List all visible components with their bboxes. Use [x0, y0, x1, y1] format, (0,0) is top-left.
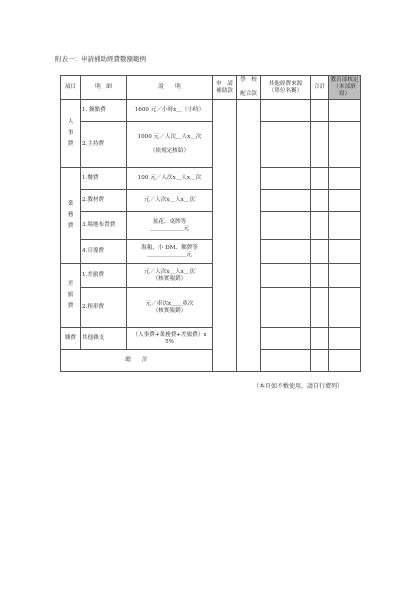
header-row [61, 76, 361, 100]
total-row [61, 350, 361, 372]
total-cell [311, 190, 329, 212]
total-cell [311, 350, 329, 372]
ministry-cell [329, 168, 361, 190]
table-row [61, 168, 361, 190]
total-cell [311, 328, 329, 350]
header-item: 項目 [61, 76, 81, 100]
total-cell [311, 122, 329, 168]
detail-cell: 其他雜支 [81, 328, 127, 350]
table-row [61, 100, 361, 122]
table-row [61, 264, 361, 288]
detail-cell: 1.餐費 [81, 168, 127, 190]
section-char: 費 [67, 222, 74, 229]
header-total: 合計 [311, 76, 329, 100]
desc-cell: 海報、小 DM、郵費等 ＿＿＿＿＿＿＿元 [127, 240, 213, 264]
desc-cell: 元／人次x＿人x＿次 [127, 190, 213, 212]
ministry-cell [329, 288, 361, 328]
section-char: 費 [67, 140, 74, 147]
other-cell [261, 240, 311, 264]
section-char: 業 [67, 201, 74, 208]
ministry-cell [329, 328, 361, 350]
header-school: 學 校 配合款 [237, 76, 261, 100]
section-travel [61, 264, 81, 328]
header-detail: 明 細 [81, 76, 127, 100]
request-column [213, 100, 237, 372]
ministry-cell [329, 350, 361, 372]
section-char: 旅 [67, 292, 74, 298]
detail-cell: 2.教材費 [81, 190, 127, 212]
table-row [61, 288, 361, 328]
budget-table [60, 75, 361, 372]
total-cell [311, 288, 329, 328]
table-row [61, 122, 361, 168]
desc-cell: 1000 元／人次＿人x＿次 （依規定核給） [127, 122, 213, 168]
other-cell [261, 328, 311, 350]
total-cell [311, 168, 329, 190]
other-cell [261, 190, 311, 212]
table-row [61, 240, 361, 264]
desc-cell: 盆花、桌牌等 ＿＿＿＿＿＿元 [127, 212, 213, 240]
header-ministry: 教育部核定 （本部填寫） [329, 76, 361, 100]
section-char: 費 [67, 302, 74, 309]
header-desc: 說 明 [127, 76, 213, 100]
detail-cell: 3.場地布置費 [81, 212, 127, 240]
desc-cell: 100 元／人次x＿人x＿次 [127, 168, 213, 190]
other-cell [261, 168, 311, 190]
section-char: 人 [67, 119, 74, 126]
total-cell [311, 100, 329, 122]
total-cell [311, 240, 329, 264]
ministry-cell [329, 100, 361, 122]
section-personnel [61, 100, 81, 168]
table-row [61, 328, 361, 350]
detail-cell: 4.宣導費 [81, 240, 127, 264]
footer-note: （本頁如不敷使用，請自行增列） [253, 383, 344, 390]
detail-cell: 2.主持費 [81, 122, 127, 168]
header-other: 其他經費來源 （單位名稱） [261, 76, 311, 100]
ministry-cell [329, 190, 361, 212]
other-cell [261, 212, 311, 240]
other-cell [261, 288, 311, 328]
header-request: 申 請 補助款 [213, 76, 237, 100]
total-cell [311, 212, 329, 240]
desc-cell: （人事費+業務費+差旅費）x 5% [127, 328, 213, 350]
section-char: 差 [67, 281, 74, 288]
total-label: 總 計 [61, 350, 213, 372]
table-row [61, 190, 361, 212]
ministry-cell [329, 212, 361, 240]
ministry-cell [329, 240, 361, 264]
section-char: 事 [67, 130, 74, 136]
other-cell [261, 264, 311, 288]
other-cell [261, 122, 311, 168]
desc-cell: 元／人次x＿人x＿次 （核實報銷） [127, 264, 213, 288]
table-row [61, 212, 361, 240]
item-misc: 雜費 [61, 328, 81, 350]
other-cell [261, 100, 311, 122]
detail-cell: 2.租車費 [81, 288, 127, 328]
total-cell [311, 264, 329, 288]
ministry-cell [329, 264, 361, 288]
detail-cell: 1. 鐘點費 [81, 100, 127, 122]
table-caption: 附表一：申請補助經費數額範例 [55, 55, 146, 63]
school-column [237, 100, 261, 372]
desc-cell: 1600 元／小時x＿（小時） [127, 100, 213, 122]
section-char: 務 [67, 212, 74, 218]
other-cell [261, 350, 311, 372]
ministry-cell [329, 122, 361, 168]
section-business [61, 168, 81, 264]
detail-cell: 1.差旅費 [81, 264, 127, 288]
desc-cell: 元／車次x＿＿車次 （核實報銷） [127, 288, 213, 328]
